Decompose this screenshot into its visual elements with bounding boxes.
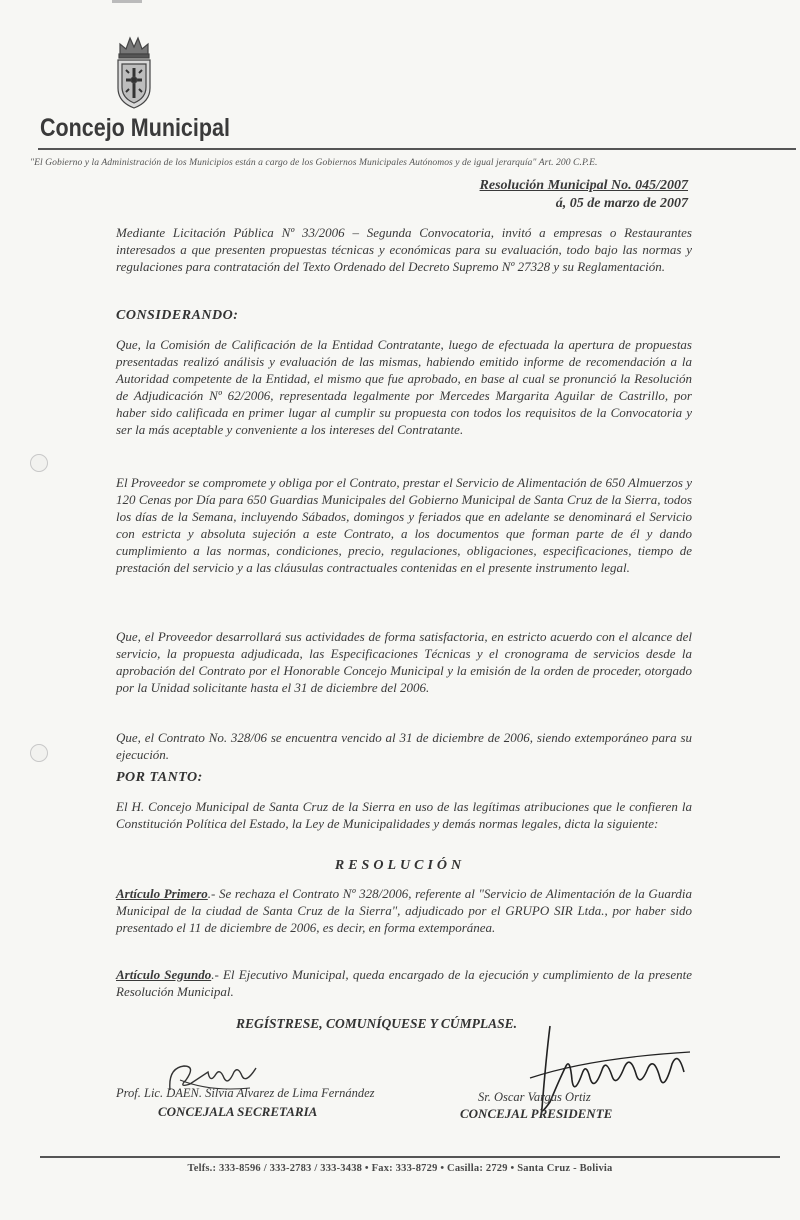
closing-formula: REGÍSTRESE, COMUNÍQUESE Y CÚMPLASE.	[236, 1016, 517, 1031]
resolution-date: á, 05 de marzo de 2007	[555, 196, 688, 211]
por-tanto-paragraph: El H. Concejo Municipal de Santa Cruz de la Sierra en uso de las legítimas atribuciones que le confieren la Constitución Política del Estado, la Ley de Municipalidades y demás normas legales, dicta la siguiente:	[116, 799, 692, 832]
constitution-quote: "El Gobierno y la Administración de los Municipios están a cargo de los Gobiernos Municipales Autónomos y de igual jerarquía" Art. 200 C.P.E.	[30, 157, 598, 168]
considerando-paragraph: Que, el Proveedor desarrollará sus actividades de forma satisfactoria, en estricto acuerdo con el alcance del servicio, la propuesta adjudicada, las Especificaciones Técnicas y el cronograma de servicios desde la aprobación del Contrato por el Honorable Concejo Municipal y la emisión de la orden de proceder, otorgado por la Unidad solicitante hasta el 31 de diciembre del 2006.	[116, 629, 692, 696]
considerando-paragraph: Que, el Contrato No. 328/06 se encuentra vencido al 31 de diciembre de 2006, siendo extemporáneo para su ejecución.	[116, 730, 692, 763]
municipal-coat-of-arms-icon	[112, 32, 156, 112]
considerando-heading: CONSIDERANDO:	[116, 308, 239, 323]
organization-name: Concejo Municipal	[40, 114, 230, 142]
president-name: Sr. Oscar Vargas Ortiz	[478, 1090, 591, 1104]
article-label: Artículo Primero	[116, 886, 208, 901]
article-text: .- Se rechaza el Contrato Nº 328/2006, referente al "Servicio de Alimentación de la Guardia Municipal de la ciudad de Santa Cruz de la Sierra", adjudicado por el GRUPO SIR Ltda., por haber sido presentado el 11 de diciembre de 2006, es decir, en forma extemporánea.	[116, 886, 693, 936]
article-text: .- El Ejecutivo Municipal, queda encargado de la ejecución y cumplimiento de la presente Resolución Municipal.	[116, 967, 693, 1000]
article-paragraph	[116, 885, 692, 936]
secretary-name: Prof. Lic. DAEN. Silvia Alvarez de Lima Fernández	[116, 1086, 375, 1100]
footer-contact-info: Telfs.: 333-8596 / 333-2783 / 333-3438 • Fax: 333-8729 • Casilla: 2729 • Santa Cruz - Bolivia	[187, 1163, 613, 1174]
punch-hole	[30, 744, 48, 762]
por-tanto-heading: POR TANTO:	[116, 770, 203, 785]
resolution-heading: RESOLUCIÓN	[334, 858, 466, 873]
footer-divider	[40, 1156, 780, 1158]
president-title: CONCEJAL PRESIDENTE	[460, 1106, 613, 1121]
intro-paragraph: Mediante Licitación Pública Nº 33/2006 – Segunda Convocatoria, invitó a empresas o Restaurantes interesados a que presenten propuestas técnicas y económicas para su evaluación, todo bajo las normas y regulaciones para contratación del Texto Ordenado del Decreto Supremo Nº 27328 y su Reglamentación.	[116, 225, 692, 275]
punch-hole	[30, 454, 48, 472]
article-paragraph	[116, 966, 692, 1000]
considerando-paragraph: Que, la Comisión de Calificación de la Entidad Contratante, luego de efectuada la apertura de propuestas presentadas realizó análisis y evaluación de las mismas, habiendo emitido informe de recomendación a la Autoridad competente de la Entidad, el mismo que fue aprobado, en base al cual se pronunció la Resolución de Adjudicación Nº 62/2006, representada legalmente por Mercedes Margarita Aguilar de Castrillo, por haber sido calificada en primer lugar al cumplir su propuesta con todos los requisitos de la Convocatoria y ser la más aceptable y conveniente a los intereses del Contratante.	[116, 337, 692, 438]
secretary-title: CONCEJALA SECRETARIA	[158, 1104, 318, 1119]
resolution-number: Resolución Municipal No. 045/2007	[479, 178, 688, 193]
article-label: Artículo Segundo	[116, 967, 212, 982]
header-divider	[38, 148, 796, 150]
scan-artifact	[112, 0, 142, 3]
considerando-paragraph: El Proveedor se compromete y obliga por el Contrato, prestar el Servicio de Alimentación de 650 Almuerzos y 120 Cenas por Día para 650 Guardias Municipales del Gobierno Municipal de Santa Cruz de la Sierra, todos los días de la Semana, incluyendo Sábados, domingos y feriados que en adelante se denominará el Servicio con estricta y absoluta sujeción a este Contrato, a los documentos que forman parte de él y dando cumplimiento a las normas, condiciones, precio, regulaciones, obligaciones, especificaciones, tiempo de prestación del servicio y a las cláusulas contractuales contenidas en el presente instrumento legal.	[116, 475, 692, 576]
